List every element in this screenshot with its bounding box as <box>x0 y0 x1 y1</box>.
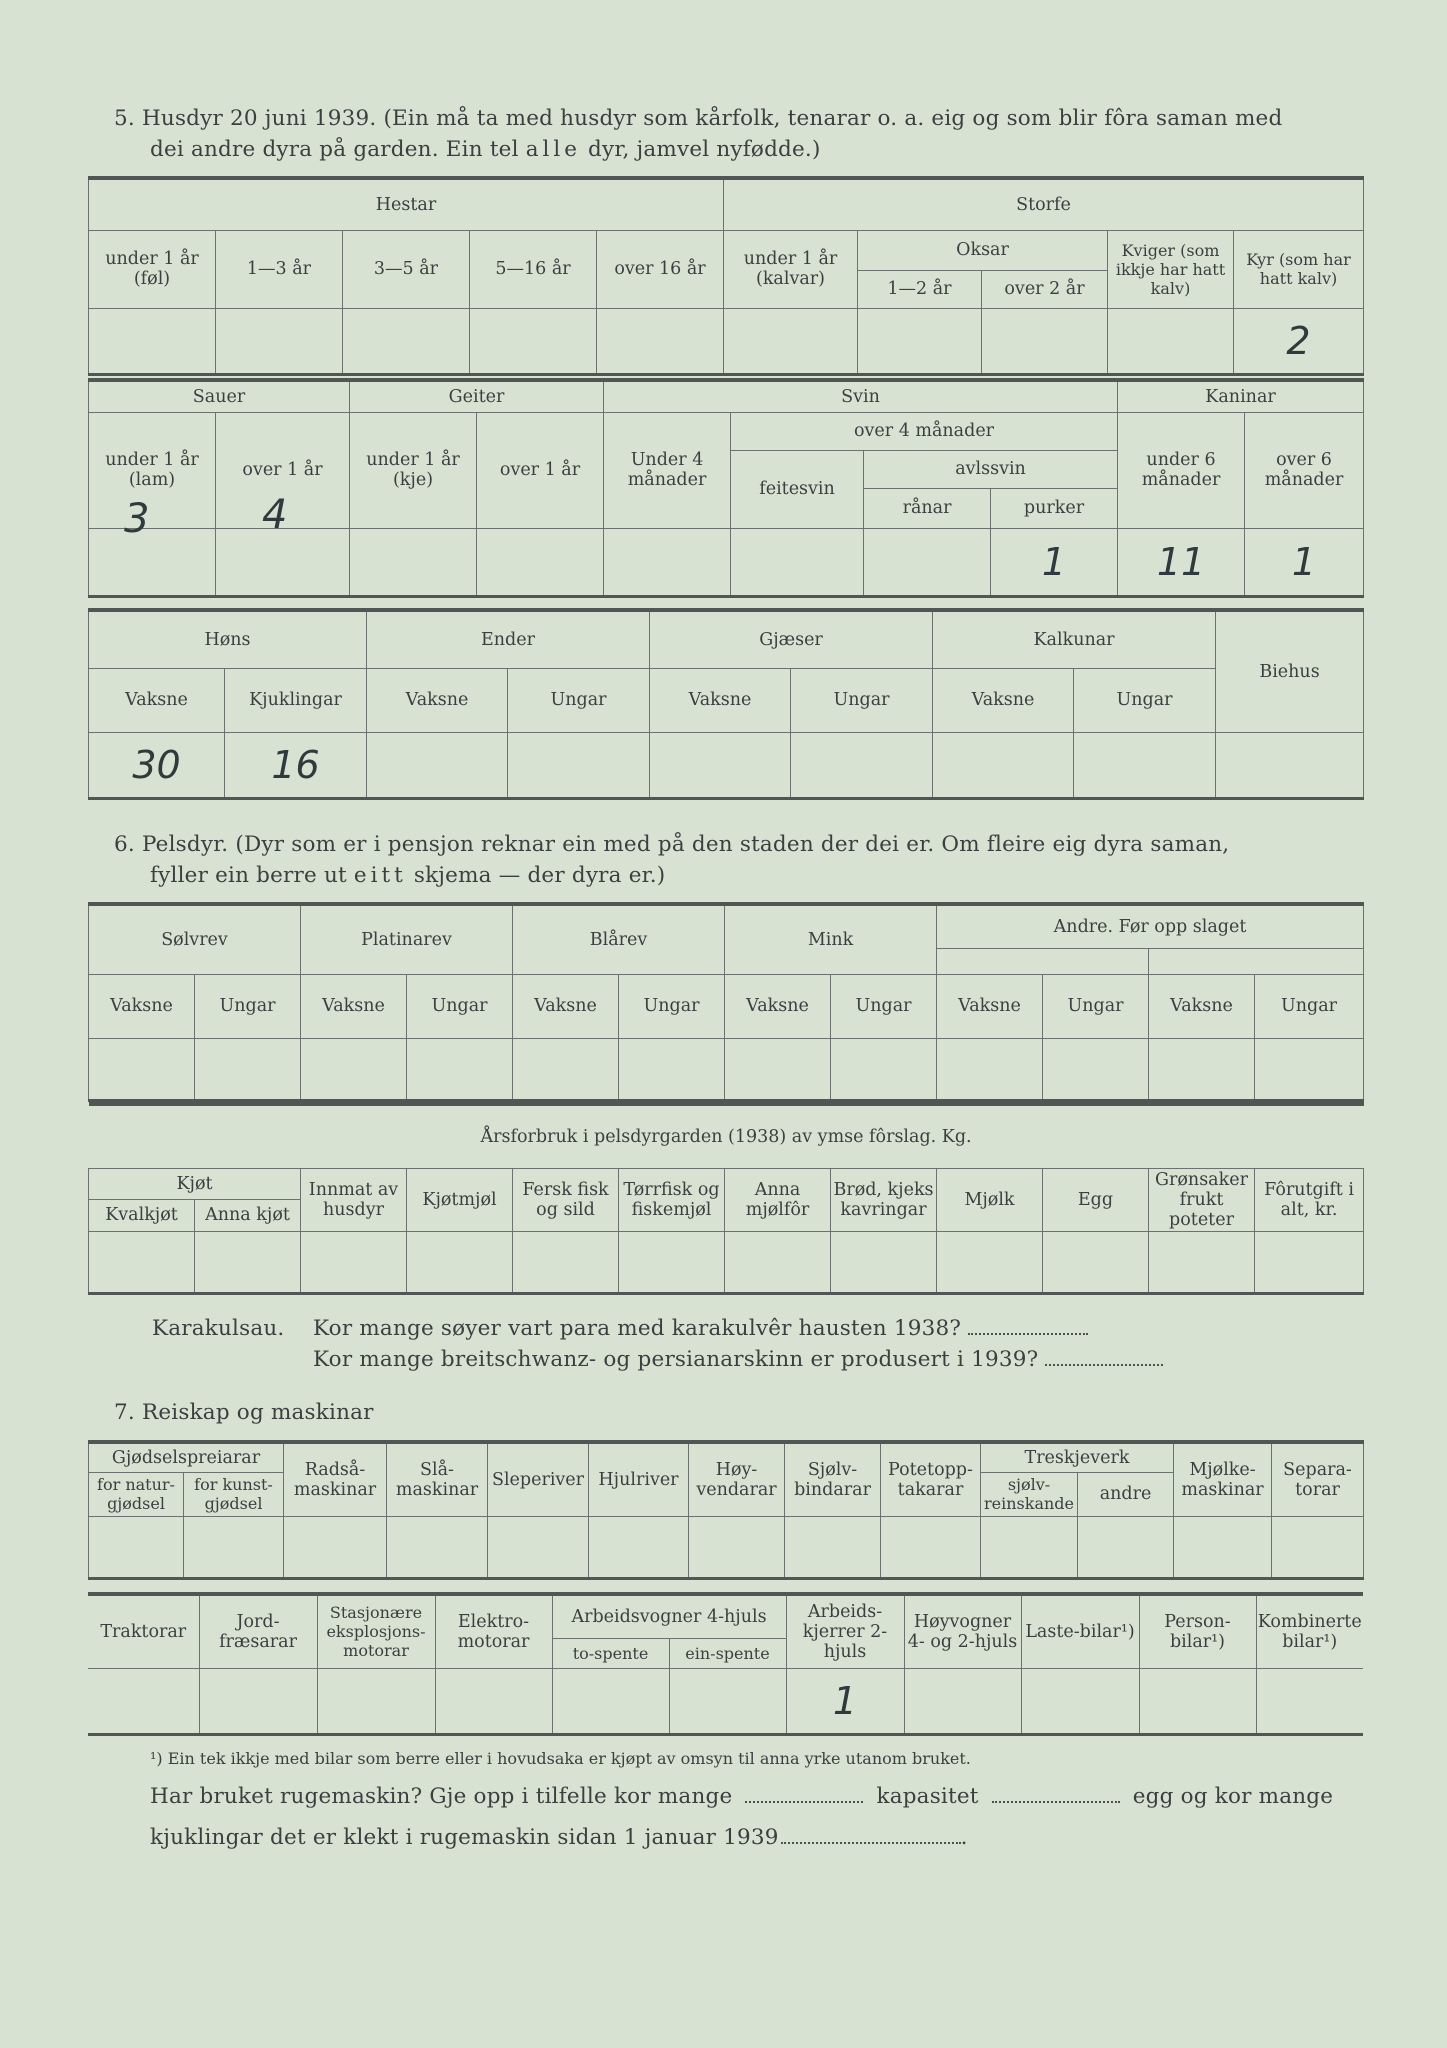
col-hest-under1: under 1 år (føl) <box>89 230 216 308</box>
col-kje: under 1 år (kje) <box>350 412 477 528</box>
cell-kalvar <box>724 308 858 374</box>
cell-equip <box>785 1516 881 1578</box>
cell-equip <box>184 1516 284 1578</box>
cell-vehicle <box>552 1668 669 1734</box>
col-purker: purker <box>991 488 1118 528</box>
col-kjuklingar: Kjuklingar <box>225 668 367 732</box>
col-separatorar: Separa-torar <box>1272 1442 1364 1516</box>
cell-kyr-value: 2 <box>1234 308 1364 374</box>
header-treskjeverk: Treskjeverk <box>981 1442 1174 1472</box>
col-lastebilar: Laste-bilar¹) <box>1021 1594 1139 1668</box>
col-mjolkemaskinar: Mjølke-maskinar <box>1174 1442 1272 1516</box>
col-kjotmjol: Kjøtmjøl <box>407 1168 513 1231</box>
col-kyr: Kyr (som har hatt kalv) <box>1234 230 1364 308</box>
header-sauer: Sauer <box>89 380 350 412</box>
col-potetopptakarar: Potetopp-takarar <box>881 1442 981 1516</box>
cell-arbeidskjerrer-value: 1 <box>786 1668 904 1734</box>
col-hest-5-16: 5—16 år <box>470 230 597 308</box>
col-oksar-over2: over 2 år <box>982 270 1108 308</box>
cell-vehicle <box>904 1668 1021 1734</box>
ruge-line-1: Har bruket rugemaskin? Gje opp i tilfelle kor mange kapasitet egg og kor mange <box>150 1784 1334 1809</box>
col-mjolk: Mjølk <box>937 1168 1043 1231</box>
col-mink-vaksne: Vaksne <box>725 974 831 1038</box>
col-elektromotorar: Elektro-motorar <box>435 1594 552 1668</box>
table-horses-cattle <box>88 176 1364 376</box>
cell-oksar-1-2 <box>858 308 982 374</box>
header-gjodselspreiarar: Gjødselspreiarar <box>89 1442 284 1472</box>
col-svin-under4: Under 4 månader <box>604 412 731 528</box>
cell-feed <box>831 1231 937 1293</box>
andre-slot-2 <box>1149 948 1364 974</box>
col-platinarev-ungar: Ungar <box>407 974 513 1038</box>
cell-hons-value: 30 <box>89 732 225 798</box>
cell-pels <box>407 1038 513 1100</box>
header-kalkunar: Kalkunar <box>933 610 1216 668</box>
karakul-answer-2[interactable] <box>1045 1346 1163 1366</box>
cell-vehicle <box>1256 1668 1363 1734</box>
section-5-title-line2: dei andre dyra på garden. Ein tel alle dyr, jamvel nyfødde.) <box>150 137 821 162</box>
header-platinarev: Platinarev <box>301 904 513 974</box>
col-kalkun-vaksne: Vaksne <box>933 668 1074 732</box>
cell-equip <box>387 1516 488 1578</box>
cell-kalkun-ungar <box>1074 732 1216 798</box>
karakul-question-1: Kor mange søyer vart para med karakulvêr hausten 1938? <box>313 1313 1088 1344</box>
col-blarev-ungar: Ungar <box>619 974 725 1038</box>
col-egg: Egg <box>1043 1168 1149 1231</box>
col-andre1-vaksne: Vaksne <box>937 974 1043 1038</box>
col-innmat: Innmat av husdyr <box>301 1168 407 1231</box>
cell-equip <box>689 1516 785 1578</box>
handwritten-lam-value: 3 <box>124 496 150 542</box>
cell-oksar-over2 <box>982 308 1108 374</box>
ruge-kapasitet-field[interactable] <box>992 1783 1120 1803</box>
cell-vehicle <box>1021 1668 1139 1734</box>
cell-pels <box>831 1038 937 1100</box>
cell-feed <box>195 1231 301 1293</box>
col-ender-ungar: Ungar <box>508 668 650 732</box>
header-svin-over4: over 4 månader <box>731 412 1118 450</box>
cell-pels <box>937 1038 1043 1100</box>
cell-feed <box>1043 1231 1149 1293</box>
col-kunstgjodsel: for kunst-gjødsel <box>184 1472 284 1516</box>
col-anna-kjot: Anna kjøt <box>195 1200 301 1232</box>
section-7-title: 7. Reiskap og maskinar <box>114 1400 374 1425</box>
header-solvrev: Sølvrev <box>89 904 301 974</box>
col-gjaeser-ungar: Ungar <box>791 668 933 732</box>
cell-feed <box>1149 1231 1255 1293</box>
table-fur-animals <box>88 902 1364 1102</box>
cell-feed <box>513 1231 619 1293</box>
ruge-line-2: kjuklingar det er klekt i rugemaskin sidan 1 januar 1939 . <box>150 1825 968 1850</box>
header-kaninar: Kaninar <box>1118 380 1364 412</box>
cell-ranar <box>864 528 991 596</box>
cell-kje <box>350 528 477 596</box>
cell-ender-vaksne <box>367 732 508 798</box>
cell-pels <box>301 1038 407 1100</box>
cell-feitesvin <box>731 528 864 596</box>
col-gronsaker: Grønsaker frukt poteter <box>1149 1168 1255 1231</box>
table-equipment <box>88 1440 1364 1580</box>
header-andre: Andre. Før opp slaget <box>937 904 1364 948</box>
col-forutgift: Fôrutgift i alt, kr. <box>1255 1168 1364 1231</box>
col-biehus: Biehus <box>1216 610 1364 732</box>
header-blarev: Blårev <box>513 904 725 974</box>
col-hoyvendarar: Høy-vendarar <box>689 1442 785 1516</box>
col-torrfisk: Tørrfisk og fiskemjøl <box>619 1168 725 1231</box>
col-kviger: Kviger (som ikkje har hatt kalv) <box>1108 230 1234 308</box>
table-poultry <box>88 608 1364 800</box>
col-radsamaskinar: Radså-maskinar <box>284 1442 387 1516</box>
col-geit-over1: over 1 år <box>477 412 604 528</box>
header-mink: Mink <box>725 904 937 974</box>
header-arbeidsvogner: Arbeidsvogner 4-hjuls <box>552 1594 786 1638</box>
header-hons: Høns <box>89 610 367 668</box>
karakul-question-2: Kor mange breitschwanz- og persianarskinn er produsert i 1939? <box>313 1344 1163 1375</box>
cell-pels <box>725 1038 831 1100</box>
col-stasjonaere-motorar: Stasjonære eksplosjons-motorar <box>317 1594 435 1668</box>
cell-kanin-over6-value: 1 <box>1245 528 1364 596</box>
cell-hest-over16 <box>597 308 724 374</box>
table-vehicles <box>88 1592 1363 1736</box>
col-kombinerte-bilar: Kombinerte bilar¹) <box>1256 1594 1363 1668</box>
cell-vehicle <box>317 1668 435 1734</box>
cell-feed <box>937 1231 1043 1293</box>
col-hest-1-3: 1—3 år <box>216 230 343 308</box>
col-einspente: ein-spente <box>669 1638 786 1668</box>
cell-feed <box>1255 1231 1364 1293</box>
section-6-title-line2: fyller ein berre ut eitt skjema — der dyra er.) <box>150 863 666 888</box>
col-fersk-fisk: Fersk fisk og sild <box>513 1168 619 1231</box>
cell-kjuklingar-value: 16 <box>225 732 367 798</box>
col-naturgjodsel: for natur-gjødsel <box>89 1472 184 1516</box>
cell-equip <box>1174 1516 1272 1578</box>
header-hestar: Hestar <box>89 178 724 230</box>
cell-hest-under1 <box>89 308 216 374</box>
col-sleperiver: Sleperiver <box>488 1442 589 1516</box>
col-sjolvbindarar: Sjølv-bindarar <box>785 1442 881 1516</box>
col-anna-mjolfor: Anna mjølfôr <box>725 1168 831 1231</box>
cell-svin-under4 <box>604 528 731 596</box>
header-storfe: Storfe <box>724 178 1364 230</box>
cell-equip <box>881 1516 981 1578</box>
cell-feed <box>407 1231 513 1293</box>
footnote: ¹) Ein tek ikkje med bilar som berre eller i hovudsaka er kjøpt av omsyn til anna yrke utanom bruket. <box>150 1749 971 1768</box>
col-tospente: to-spente <box>552 1638 669 1668</box>
cell-pels <box>1255 1038 1364 1100</box>
cell-feed <box>89 1231 195 1293</box>
col-kanin-under6: under 6 månader <box>1118 412 1245 528</box>
cell-equip <box>1078 1516 1174 1578</box>
col-kalvar: under 1 år (kalvar) <box>724 230 858 308</box>
header-oksar: Oksar <box>858 230 1108 270</box>
header-geiter: Geiter <box>350 380 604 412</box>
handwritten-sau-value: 4 <box>262 492 288 538</box>
col-sau-over1: over 1 år <box>216 412 350 528</box>
cell-gjaeser-vaksne <box>650 732 791 798</box>
cell-feed <box>301 1231 407 1293</box>
col-andre2-ungar: Ungar <box>1255 974 1364 1038</box>
cell-pels <box>89 1038 195 1100</box>
cell-equip <box>89 1516 184 1578</box>
col-feitesvin: feitesvin <box>731 450 864 528</box>
karakul-answer-1[interactable] <box>968 1315 1088 1335</box>
cell-vehicle <box>1139 1668 1256 1734</box>
ruge-antal-field[interactable] <box>745 1783 863 1803</box>
table-sheep-goats-pigs-rabbits <box>88 378 1364 598</box>
col-hoyvogner: Høyvogner 4- og 2-hjuls <box>904 1594 1021 1668</box>
cell-purker-value: 1 <box>991 528 1118 596</box>
cell-equip <box>1272 1516 1364 1578</box>
cell-hest-3-5 <box>343 308 470 374</box>
section-6-title-line1: 6. Pelsdyr. (Dyr som er i pensjon reknar ein med på den staden der dei er. Om fleire eig dyra saman, <box>114 832 1230 857</box>
col-gjaeser-vaksne: Vaksne <box>650 668 791 732</box>
col-hons-vaksne: Vaksne <box>89 668 225 732</box>
col-arbeidskjerrer: Arbeids-kjerrer 2-hjuls <box>786 1594 904 1668</box>
col-tresk-andre: andre <box>1078 1472 1174 1516</box>
col-sjolvreinskande: sjølv-reinskande <box>981 1472 1078 1516</box>
col-solvrev-ungar: Ungar <box>195 974 301 1038</box>
cell-equip <box>284 1516 387 1578</box>
cell-pels <box>1043 1038 1149 1100</box>
cell-vehicle <box>435 1668 552 1734</box>
cell-equip <box>589 1516 689 1578</box>
cell-vehicle <box>199 1668 317 1734</box>
cell-lam <box>89 528 216 596</box>
col-andre2-vaksne: Vaksne <box>1149 974 1255 1038</box>
cell-sau-over1 <box>216 528 350 596</box>
cell-vehicle <box>88 1668 199 1734</box>
header-gjaeser: Gjæser <box>650 610 933 668</box>
col-ranar: rånar <box>864 488 991 528</box>
cell-kalkun-vaksne <box>933 732 1074 798</box>
cell-biehus <box>1216 732 1364 798</box>
col-andre1-ungar: Ungar <box>1043 974 1149 1038</box>
col-kanin-over6: over 6 månader <box>1245 412 1364 528</box>
cell-pels <box>1149 1038 1255 1100</box>
cell-gjaeser-ungar <box>791 732 933 798</box>
karakul-label: Karakulsau. <box>152 1316 285 1341</box>
feed-title: Årsforbruk i pelsdyrgarden (1938) av ymse fôrslag. Kg. <box>89 1104 1364 1168</box>
col-hest-over16: over 16 år <box>597 230 724 308</box>
header-svin: Svin <box>604 380 1118 412</box>
header-avlssvin: avlssvin <box>864 450 1118 488</box>
cell-feed <box>619 1231 725 1293</box>
col-kalkun-ungar: Ungar <box>1074 668 1216 732</box>
cell-feed <box>725 1231 831 1293</box>
cell-ender-ungar <box>508 732 650 798</box>
col-brod: Brød, kjeks kavringar <box>831 1168 937 1231</box>
col-slamaskinar: Slå-maskinar <box>387 1442 488 1516</box>
col-jordfraesarar: Jord-fræsarar <box>199 1594 317 1668</box>
col-traktorar: Traktorar <box>88 1594 199 1668</box>
cell-vehicle <box>669 1668 786 1734</box>
col-hjulriver: Hjulriver <box>589 1442 689 1516</box>
col-kvalkjot: Kvalkjøt <box>89 1200 195 1232</box>
ruge-kjuklingar-field[interactable] <box>781 1824 961 1844</box>
header-ender: Ender <box>367 610 650 668</box>
cell-pels <box>195 1038 301 1100</box>
table-feed-consumption <box>88 1102 1364 1295</box>
header-kjot: Kjøt <box>89 1168 301 1200</box>
col-hest-3-5: 3—5 år <box>343 230 470 308</box>
cell-pels <box>619 1038 725 1100</box>
col-personbilar: Person-bilar¹) <box>1139 1594 1256 1668</box>
andre-slot-1 <box>937 948 1149 974</box>
cell-geit-over1 <box>477 528 604 596</box>
cell-kviger <box>1108 308 1234 374</box>
cell-equip <box>488 1516 589 1578</box>
cell-pels <box>513 1038 619 1100</box>
col-platinarev-vaksne: Vaksne <box>301 974 407 1038</box>
col-blarev-vaksne: Vaksne <box>513 974 619 1038</box>
cell-hest-5-16 <box>470 308 597 374</box>
col-ender-vaksne: Vaksne <box>367 668 508 732</box>
col-lam: under 1 år (lam) <box>89 412 216 528</box>
cell-kanin-under6-value: 11 <box>1118 528 1245 596</box>
col-oksar-1-2: 1—2 år <box>858 270 982 308</box>
col-mink-ungar: Ungar <box>831 974 937 1038</box>
col-solvrev-vaksne: Vaksne <box>89 974 195 1038</box>
cell-equip <box>981 1516 1078 1578</box>
cell-hest-1-3 <box>216 308 343 374</box>
section-5-title-line1: 5. Husdyr 20 juni 1939. (Ein må ta med husdyr som kårfolk, tenarar o. a. eig og som blir fôra saman med <box>114 106 1283 131</box>
